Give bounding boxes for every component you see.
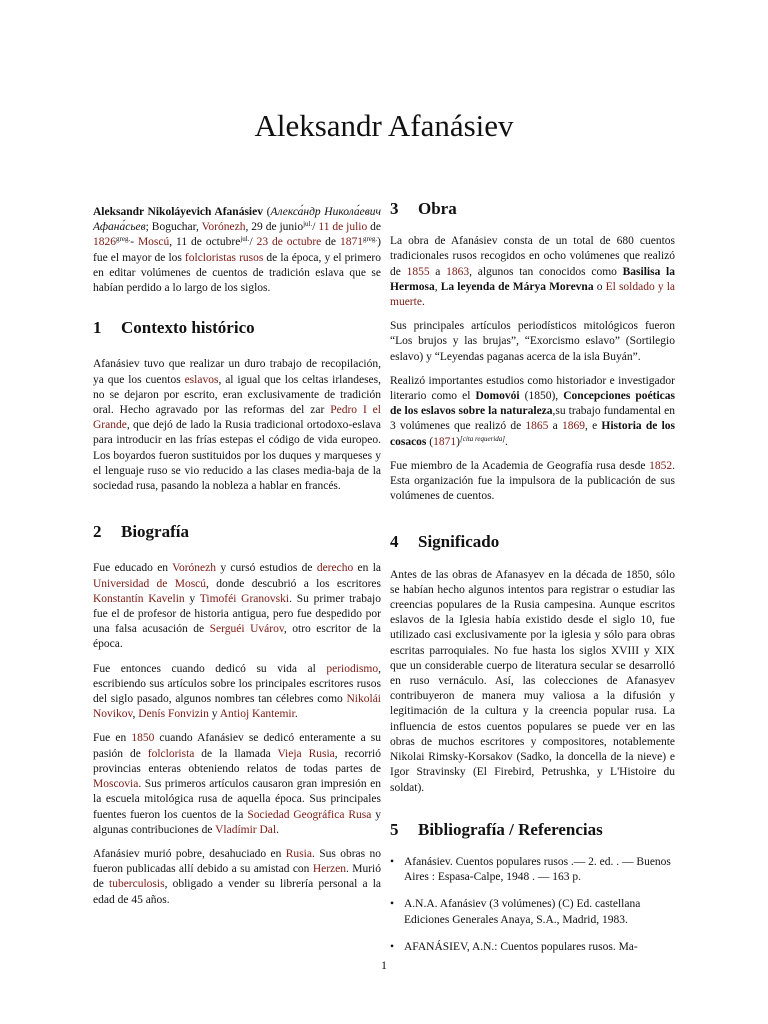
link-fonvizin[interactable]: Denís Fonvizin bbox=[138, 708, 209, 721]
sup-greg: greg. bbox=[362, 235, 378, 244]
biografia-paragraph-2: Fue entonces cuando dedicó su vida al periodismo, escribiendo sus artículos sobre los principales escritores rusos del siglo pasado, algunos nombres tan célebres como Nikolái Novikov, Denís Fonvizin y Antioj Kantemir. bbox=[93, 662, 381, 721]
link-1871[interactable]: 1871 bbox=[339, 236, 363, 249]
obra-paragraph-4: Fue miembro de la Academia de Geografía rusa desde 1852. Esta organización fue la impulsora de la publicación de sus volúmenes de cuentos. bbox=[390, 459, 675, 503]
sup-jul: jul. bbox=[303, 220, 313, 229]
link-1826[interactable]: 1826 bbox=[93, 236, 116, 249]
link-11-de-julio[interactable]: 11 de julio bbox=[318, 221, 368, 234]
link-moscovia[interactable]: Moscovia bbox=[93, 778, 139, 791]
link-sociedad-geografica[interactable]: Sociedad Geográfica Rusa bbox=[247, 808, 372, 821]
russian-name: Алекса́ндр Никола́евич Афана́сьев bbox=[93, 206, 381, 234]
link-eslavos[interactable]: eslavos bbox=[184, 373, 219, 386]
obra-paragraph-3: Realizó importantes estudios como historiador e investigador literario como el Domovói (1850), Concepciones poéticas de los eslavos sobre la naturaleza,su trabajo fundamental en 3 volúmenes que realizó de 1865 a 1869, e Historia de los cosacos (1871)[cita requerida]. bbox=[390, 374, 676, 448]
section-heading-bibliografia: 5 Bibliografía / Referencias bbox=[390, 819, 603, 839]
link-voronezh[interactable]: Vorónezh bbox=[201, 221, 246, 234]
intro-paragraph: Aleksandr Nikoláyevich Afanásiev (Алекса́ндр Никола́евич Афана́сьев; Boguchar, Vorónezh, 29 de junio$^{jul.}$/ 11 de julio de $1826^{greg.}-$ Moscú, 11 de octubre$^{jul.}$/ 23 de octubre de $1871^{greg.}$) fue el mayor de los folcloristas rusos de la época, y el primero en editar volúmenes de cuentos de tradición eslava que se habían perdido a lo largo de los siglos. bbox=[93, 206, 382, 295]
section-heading-biografia: 2 Biografía bbox=[93, 522, 189, 542]
sup-greg: greg. bbox=[116, 235, 131, 244]
citation-needed[interactable]: [cita requerida] bbox=[459, 434, 506, 443]
section-heading-obra: 3 Obra bbox=[390, 199, 457, 218]
link-folclorista[interactable]: folclorista bbox=[147, 747, 195, 760]
left-column bbox=[93, 205, 381, 917]
link-periodismo[interactable]: periodismo bbox=[326, 662, 379, 675]
bullet-icon: • bbox=[390, 940, 395, 953]
biografia-paragraph-4: Afanásiev murió pobre, desahuciado en Rusia. Sus obras no fueron publicadas allí debido a su amistad con Herzen. Murió de tuberculosis, obligado a vender su librería personal a la edad de 45 años. bbox=[93, 847, 382, 906]
obra-paragraph-1: La obra de Afanásiev consta de un total de 680 cuentos tradicionales rusos recogidos en ocho volúmenes que realizó de 1855 a 1863, algunos tan conocidos como Basilisa la Hermosa, La leyenda de Márya Morevna o El soldado y la muerte. bbox=[390, 235, 676, 309]
page-title: Aleksandr Afanásiev bbox=[254, 108, 514, 143]
link-tuberculosis[interactable]: tuberculosis bbox=[109, 878, 165, 891]
link-herzen[interactable]: Herzen bbox=[312, 863, 347, 876]
link-dal[interactable]: Vladímir Dal bbox=[215, 823, 277, 836]
link-rusos[interactable]: rusos bbox=[239, 251, 264, 264]
list-item: • A.N.A. Afanásiev (3 volúmenes) (C) Ed. castellana Ediciones Generales Anaya, S.A., Madrid, 1983. bbox=[390, 898, 641, 926]
link-moscu[interactable]: Moscú bbox=[137, 236, 170, 249]
link-uvarov[interactable]: Serguéi Uvárov bbox=[209, 623, 284, 636]
section-heading-significado: 4 Significado bbox=[390, 532, 500, 552]
biografia-paragraph-1: Fue educado en Vorónezh y cursó estudios de derecho en la Universidad de Moscú, donde descubrió a los escritores Konstantín Kavelin y Timoféi Granovski. Su primer trabajo fue el de profesor de historia antigua, pero fue despedido por una falsa acusación de Serguéi Uvárov, otro escritor de la época. bbox=[93, 562, 381, 651]
link-granovski[interactable]: Timoféi Granovski bbox=[199, 592, 290, 605]
link-derecho[interactable]: derecho bbox=[316, 562, 354, 575]
bullet-icon: • bbox=[390, 855, 395, 868]
page-number: 1 bbox=[381, 958, 387, 972]
link-1863[interactable]: 1863 bbox=[446, 265, 470, 278]
link-23-de-octubre[interactable]: 23 de octubre bbox=[256, 236, 322, 249]
link-folcloristas[interactable]: folcloristas bbox=[184, 251, 237, 264]
link-voronezh-2[interactable]: Vorónezh bbox=[172, 562, 217, 575]
bullet-icon: • bbox=[390, 898, 395, 911]
link-1871-b[interactable]: 1871 bbox=[433, 435, 457, 448]
link-kavelin[interactable]: Konstantín Kavelin bbox=[93, 592, 185, 605]
sup-jul: jul. bbox=[240, 235, 250, 244]
list-item: • Afanásiev. Cuentos populares rusos .— 2. ed. . — Buenos Aires : Espasa-Calpe, 1948 . — 163 p. bbox=[390, 855, 671, 884]
link-1855[interactable]: 1855 bbox=[406, 265, 430, 278]
link-1865[interactable]: 1865 bbox=[525, 420, 549, 433]
link-1850[interactable]: 1850 bbox=[131, 732, 155, 745]
link-universidad-moscu[interactable]: Universidad de Moscú bbox=[93, 577, 207, 590]
bibliography-list bbox=[390, 855, 675, 955]
contexto-paragraph: Afanásiev tuvo que realizar un duro trabajo de recopilación, ya que los cuentos eslavos, al igual que los celtas irlandeses, no se dejaron por escrito, eran exclusivamente de tradición oral. Hecho agravado por las reformas del zar Pedro I el Grande, que dejó de lado la Rusia tradicional ortodoxo-eslava para introducir en las frías estepas el código de vida europeo. Los boyardos fueron sustituidos por los duques y marqueses y el lenguaje ruso se vio reducido a las clases media-baja de la sociedad rusa, pasando la nobleza a hablar en francés. bbox=[93, 358, 382, 493]
link-pedro-i[interactable]: Pedro I el Grande bbox=[93, 404, 381, 432]
significado-paragraph: Antes de las obras de Afanasyev en la década de 1850, sólo se habían hecho algunos intentos para registrar o estudiar las creencias populares de la Rusia campesina. Aunque escritos eslavos de la Iglesia había existido desde el siglo 10, fue utilizado casi exclusivamente por la iglesia y sólo para obras escritas parroquiales. No fue hasta los siglos XVIII y XIX que un considerable cuerpo de literatura secular se desarrolló en ruso vernáculo. Así, las colecciones de Afanasyev contribuyeron de manera muy valiosa a la difusión y legitimación de la cultura y la creencia popular rusa. La influencia de estos cuentos populares se puede ver en las obras de muchos escritores y compositores, notablemente Nikolai Rimsky-Korsakov (Sadko, la doncella de la nieve) e Igor Stravinsky (El Firebird, Petrushka, y L'Histoire du soldat). bbox=[390, 568, 675, 794]
link-rusia[interactable]: Rusia bbox=[285, 847, 312, 860]
link-1852[interactable]: 1852 bbox=[649, 459, 673, 472]
list-item: • AFANÁSIEV, A.N.: Cuentos populares rusos. Ma- bbox=[390, 940, 675, 955]
biografia-paragraph-3: Fue en 1850 cuando Afanásiev se dedicó enteramente a su pasión de folclorista de la llamada Vieja Rusia, recorrió provincias enteras obteniendo relatos de todas partes de Moscovia. Sus primeros artículos causaron gran impresión en la escuela mitológica rusa de aquella época. Sus principales fuentes fueron los cuentos de la Sociedad Geográfica Rusa y algunas contribuciones de Vladímir Dal. bbox=[93, 732, 381, 836]
link-1869[interactable]: 1869 bbox=[561, 420, 585, 433]
section-heading-contexto: 1 Contexto histórico bbox=[93, 318, 255, 338]
obra-paragraph-2: Sus principales artículos periodísticos mitológicos fueron “Los brujos y las brujas”, “Exorcismo eslavo” (Sortilegio eslavo) y “Leyendas paganas acerca de la isla Buyán”. bbox=[390, 320, 675, 363]
link-kantemir[interactable]: Antioj Kantemir bbox=[219, 708, 295, 721]
link-el-soldado[interactable]: El soldado y la muerte bbox=[390, 280, 676, 309]
right-column bbox=[390, 199, 676, 967]
link-vieja-rusia[interactable]: Vieja Rusia bbox=[277, 747, 335, 760]
link-novikov[interactable]: Nikolái Novikov bbox=[93, 693, 381, 721]
article-subject-name: Aleksandr Nikoláyevich Afanásiev bbox=[93, 206, 263, 218]
